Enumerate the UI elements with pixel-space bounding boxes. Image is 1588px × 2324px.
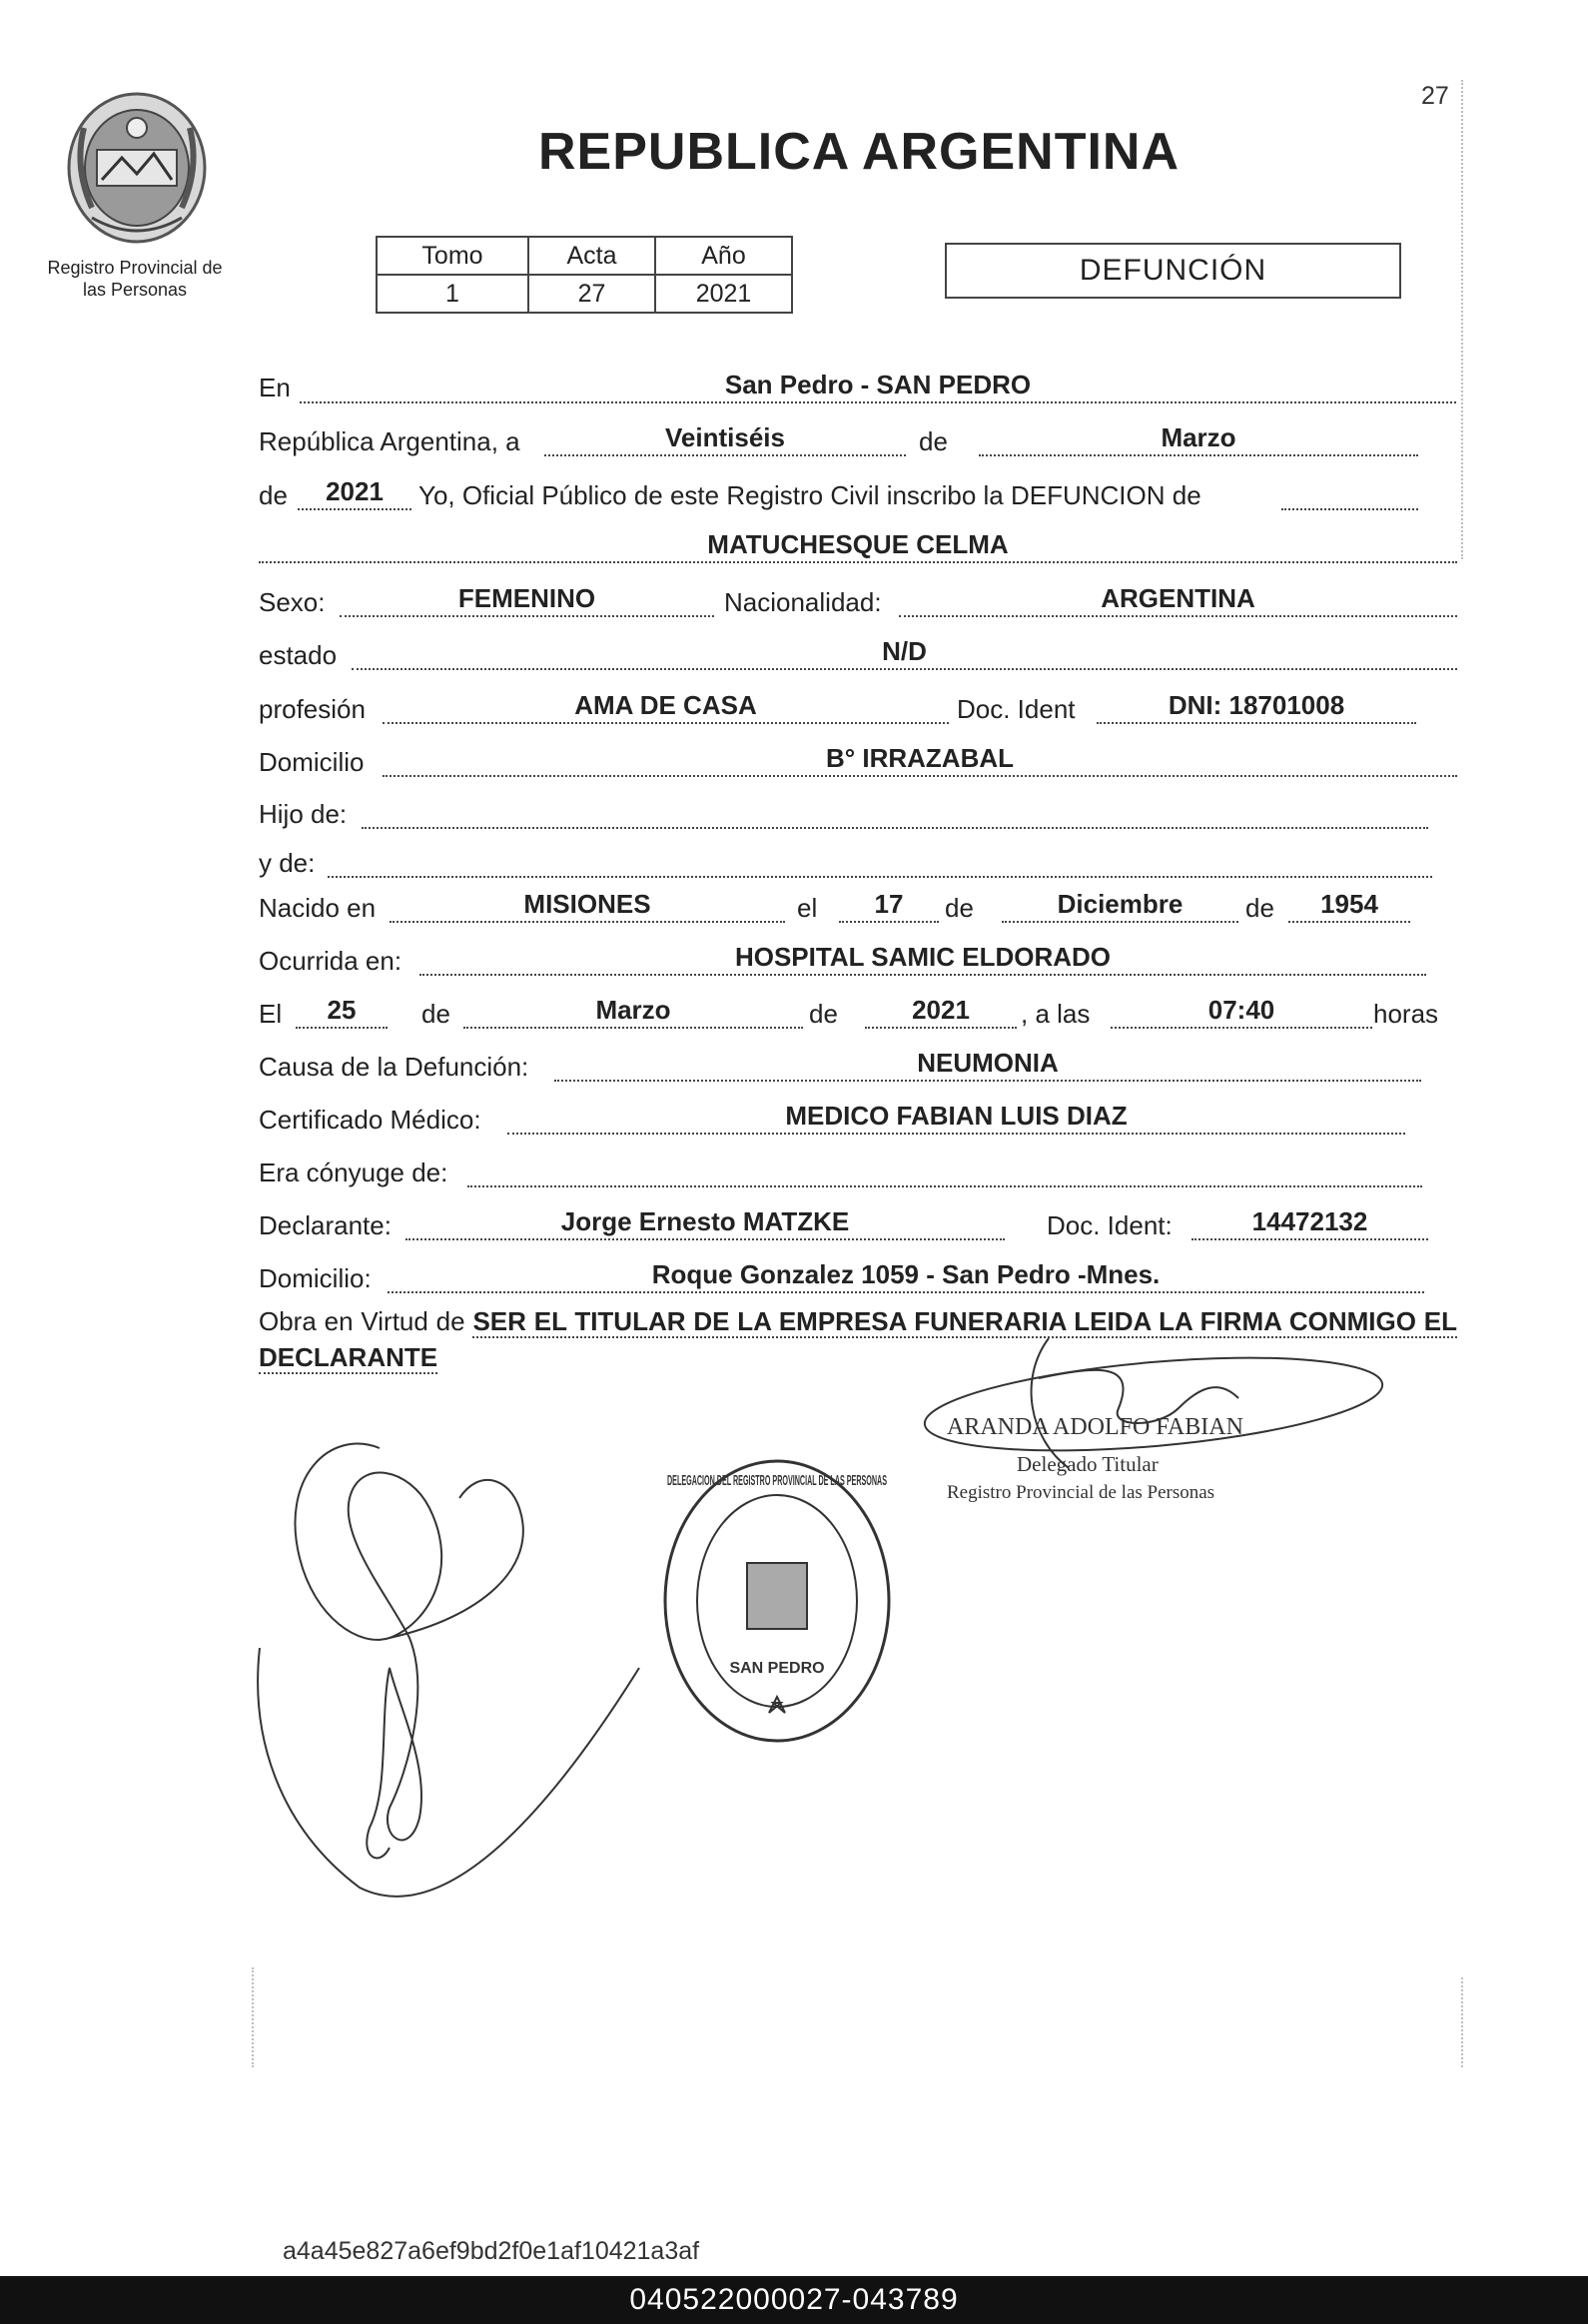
doc-ident-label: Doc. Ident <box>957 694 1076 724</box>
nacionalidad-label: Nacionalidad: <box>724 587 882 617</box>
hijo-de-label: Hijo de: <box>259 799 348 829</box>
def-de-label-2: de <box>809 999 838 1029</box>
officer-name-stamp: ARANDA ADOLFO FABIAN <box>947 1414 1243 1440</box>
anio-value: 2021 <box>655 275 792 313</box>
scan-edge-mark <box>252 1967 254 2067</box>
nacido-dia-field: 17 <box>839 889 939 923</box>
official-seal <box>657 1451 897 1751</box>
causa-label: Causa de la Defunción: <box>259 1052 529 1082</box>
estado-field: N/D <box>352 636 1457 670</box>
provincial-emblem <box>62 88 212 248</box>
y-de-field <box>328 844 1432 878</box>
nacido-anio-field: 1954 <box>1288 889 1410 923</box>
def-anio-field: 2021 <box>865 995 1017 1029</box>
tomo-value: 1 <box>377 275 528 313</box>
page-title: REPUBLICA ARGENTINA <box>537 123 1181 181</box>
mes-field: Marzo <box>979 422 1418 456</box>
def-mes-field: Marzo <box>463 995 803 1029</box>
declarante-field: Jorge Ernesto MATZKE <box>405 1206 1005 1240</box>
registry-label-line1: Registro Provincial de <box>47 258 223 278</box>
oficial-trailing-line <box>1281 476 1418 510</box>
anio-header: Año <box>655 237 792 275</box>
certificado-field: MEDICO FABIAN LUIS DIAZ <box>507 1101 1405 1135</box>
oficial-label: Yo, Oficial Público de este Registro Civil inscribo la DEFUNCION de <box>418 480 1201 510</box>
ocurrida-en-label: Ocurrida en: <box>259 946 402 976</box>
document-hash: a4a45e827a6ef9bd2f0e1af10421a3af <box>283 2237 700 2265</box>
def-de-label: de <box>421 999 450 1029</box>
record-table <box>376 236 793 314</box>
anio-field: 2021 <box>298 476 411 510</box>
nacido-de-label-2: de <box>1245 893 1274 923</box>
el-label: El <box>259 999 283 1029</box>
hijo-de-field <box>362 795 1428 829</box>
dia-letras-field: Veintiséis <box>544 422 906 456</box>
nacido-el-label: el <box>797 893 818 923</box>
acta-value: 27 <box>528 275 655 313</box>
declarant-signature <box>240 1388 659 1918</box>
certificado-label: Certificado Médico: <box>259 1105 481 1135</box>
de-label-2: de <box>259 480 288 510</box>
lugar-field: San Pedro - SAN PEDRO <box>300 370 1456 403</box>
seal-center-text: SAN PEDRO <box>729 1660 825 1677</box>
scan-edge-mark <box>1461 80 1463 559</box>
documento-field: DNI: 18701008 <box>1097 690 1416 724</box>
domicilio-label-2: Domicilio: <box>259 1263 372 1293</box>
registry-label-line2: las Personas <box>82 280 188 300</box>
seal-ring-text: DELEGACION DEL REGISTRO PROVINCIAL DE LAS PERSONAS <box>667 1472 887 1489</box>
y-de-label: y de: <box>259 848 316 878</box>
acta-header: Acta <box>528 237 655 275</box>
obra-text: SER EL TITULAR DE LA EMPRESA FUNERARIA LEIDA LA FIRMA CONMIGO EL DECLARANTE <box>259 1306 1457 1372</box>
sexo-field: FEMENINO <box>340 583 714 617</box>
doc-ident-label-2: Doc. Ident: <box>1047 1210 1173 1240</box>
declarante-label: Declarante: <box>259 1210 392 1240</box>
conyuge-label: Era cónyuge de: <box>259 1158 448 1187</box>
nacido-mes-field: Diciembre <box>1002 889 1238 923</box>
page-number: 27 <box>1421 82 1449 110</box>
nacido-en-label: Nacido en <box>259 893 377 923</box>
causa-field: NEUMONIA <box>554 1048 1421 1082</box>
profesion-field: AMA DE CASA <box>383 690 949 724</box>
scan-edge-mark <box>1461 1977 1463 2067</box>
estado-label: estado <box>259 640 338 670</box>
officer-role: Delegado Titular <box>1017 1452 1159 1476</box>
nacido-lugar-field: MISIONES <box>390 889 785 923</box>
domicilio-field: B° IRRAZABAL <box>383 743 1457 777</box>
officer-office: Registro Provincial de las Personas <box>947 1482 1215 1503</box>
sexo-label: Sexo: <box>259 587 326 617</box>
obra-label: Obra en Virtud de <box>259 1306 465 1336</box>
barcode-number: 040522000027-043789 <box>0 2276 1588 2324</box>
nombre-field: MATUCHESQUE CELMA <box>259 529 1457 563</box>
profesion-label: profesión <box>259 694 366 724</box>
declarante-domicilio-field: Roque Gonzalez 1059 - San Pedro -Mnes. <box>388 1259 1424 1293</box>
horas-label: horas <box>1373 999 1439 1029</box>
record-type-box: DEFUNCIÓN <box>945 243 1401 299</box>
declarante-doc-field: 14472132 <box>1191 1206 1428 1240</box>
conyuge-field <box>467 1154 1422 1187</box>
domicilio-label: Domicilio <box>259 747 365 777</box>
nacionalidad-field: ARGENTINA <box>899 583 1457 617</box>
republica-label: República Argentina, a <box>259 426 520 456</box>
de-label: de <box>919 426 948 456</box>
nacido-de-label: de <box>945 893 974 923</box>
registry-label <box>20 257 250 301</box>
def-dia-field: 25 <box>296 995 388 1029</box>
a-las-label: , a las <box>1021 999 1091 1029</box>
tomo-header: Tomo <box>377 237 528 275</box>
ocurrida-en-field: HOSPITAL SAMIC ELDORADO <box>419 942 1426 976</box>
def-hora-field: 07:40 <box>1111 995 1372 1029</box>
en-label: En <box>259 373 291 402</box>
